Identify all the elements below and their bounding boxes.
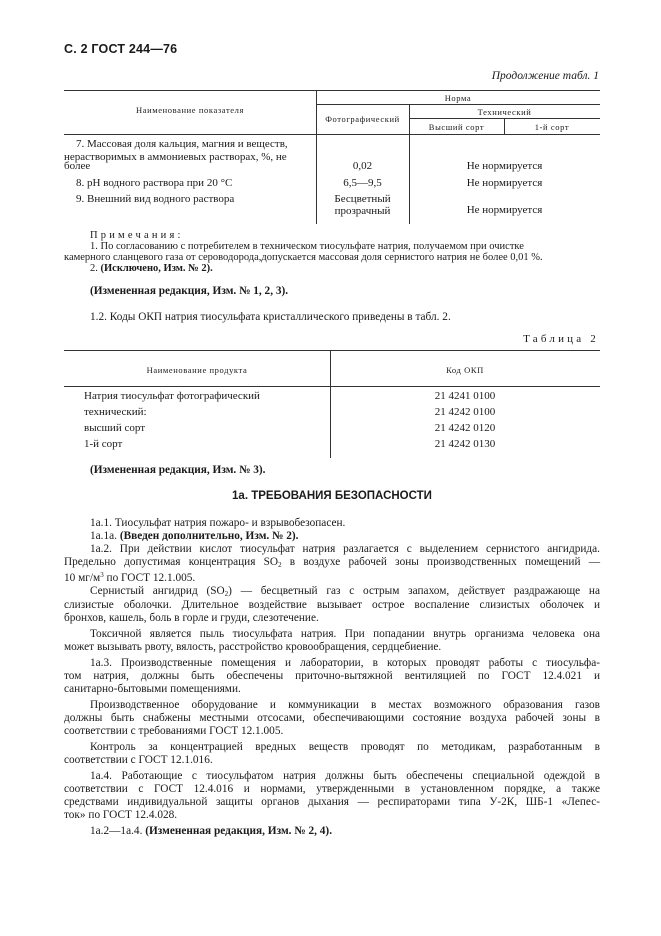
table-1-top-rule xyxy=(64,90,600,91)
text-span: по ГОСТ 12.1.005. xyxy=(103,572,196,584)
table-2-col-code: Код ОКП xyxy=(446,365,484,375)
paragraph-edit: (Введен дополнительно, Изм. № 2). xyxy=(119,530,299,542)
paragraph-line: том натрия, должны быть обеспечены приточно-вытяжной вентиляцией по ГОСТ 12.4.021 и xyxy=(64,670,600,682)
row-tech-value: Не нормируется xyxy=(466,204,543,216)
text-span: в воздухе рабочей зоны производственных помещений — xyxy=(281,556,600,568)
paragraph-line: 1а.3. Производственные помещения и лаборатории, в которых проводят работы с тиосульфа- xyxy=(90,657,600,669)
product-code: 21 4242 0120 xyxy=(434,422,496,434)
paragraph-edit-final xyxy=(90,825,332,837)
paragraph-line: средствами индивидуальной защиты органов дыхания — респираторами типа У-2К, ШБ-1 «Лепес- xyxy=(64,796,600,808)
product-code: 21 4241 0100 xyxy=(434,390,496,402)
paragraph-line: 1а.2. При действии кислот тиосульфат натрия разлагается с выделением сернистого ангидрида. xyxy=(90,543,600,555)
paragraph-line: санитарно-бытовыми помещениями. xyxy=(64,683,241,695)
text-span: ) — бесцветный газ с острым запахом, действует раздражающе на xyxy=(228,585,600,597)
note-2-number: 2. xyxy=(90,263,98,274)
page-header: С. 2 ГОСТ 244—76 xyxy=(64,42,178,56)
paragraph-line: должны быть снабжены местными отсосами, обеспечивающими состояние воздуха рабочей зоны в xyxy=(64,712,600,724)
row-tech-value: Не нормируется xyxy=(466,177,543,189)
row-tech-value: Не нормируется xyxy=(466,160,543,172)
paragraph-1a-1: 1а.1. Тиосульфат натрия пожаро- и взрывобезопасен. xyxy=(90,517,346,529)
paragraph-line: может вызывать рвоту, вялость, расстройство кровообращения, сердцебиение. xyxy=(64,641,442,653)
table-2-header-rule xyxy=(64,386,600,387)
table-1-hrule xyxy=(316,104,600,105)
product-name: 1-й сорт xyxy=(84,438,123,450)
subscript: 2 xyxy=(278,561,282,569)
note-2-text: (Исключено, Изм. № 2). xyxy=(100,263,213,274)
table-2-top-rule xyxy=(64,350,600,351)
product-name: Натрия тиосульфат фотографический xyxy=(84,390,260,402)
table-1-col-photo: Фотографический xyxy=(325,114,400,124)
paragraph-line: Токсичной является пыль тиосульфата натрия. При попадании внутрь организма человека она xyxy=(90,628,600,640)
row-photo-value: 6,5—9,5 xyxy=(343,177,382,189)
note-2 xyxy=(90,263,213,276)
table-1-col-tech: Технический xyxy=(477,107,532,117)
paragraph-1a-1a xyxy=(90,530,298,542)
product-name: высший сорт xyxy=(84,422,146,434)
paragraph-line xyxy=(64,569,600,585)
notes-title: Примечания: xyxy=(90,230,184,241)
paragraph-line: бронхов, кашель, боль в горле и груди, слезотечение. xyxy=(64,612,319,624)
paragraph-line: 1а.4. Работающие с тиосульфатом натрия должны быть обеспечены специальной одеждой в xyxy=(90,770,600,782)
product-name: технический: xyxy=(84,406,147,418)
text-span: Сернистый ангидрид (SO xyxy=(90,585,225,597)
text-span: 10 мг/м xyxy=(64,572,101,584)
table-2-col-product: Наименование продукта xyxy=(146,365,248,375)
paragraph-line: соответствии с требованиями ГОСТ 12.1.005. xyxy=(64,725,284,737)
paragraph-number: 1а.1а. xyxy=(90,530,117,542)
paragraph-line: соответствии с ГОСТ 12.1.016. xyxy=(64,754,213,766)
row-name-line: нерастворимых в аммониевых растворах, %, не xyxy=(64,151,287,163)
row-name-line: 7. Массовая доля кальция, магния и веществ, xyxy=(76,138,288,150)
table-1-col-name: Наименование показателя xyxy=(135,105,244,115)
note-1-line: 1. По согласованию с потребителем в техническом тиосульфате натрия, получаемом при очистке xyxy=(90,241,524,252)
product-code: 21 4242 0100 xyxy=(434,406,496,418)
table-1-col-norma: Норма xyxy=(444,93,472,103)
row-photo-value: прозрачный xyxy=(334,205,391,217)
row-name-line: 8. pH водного раствора при 20 °С xyxy=(76,177,233,189)
product-code: 21 4242 0130 xyxy=(434,438,496,450)
paragraph-number: 1а.2—1а.4. xyxy=(90,825,143,837)
section-title: 1а. ТРЕБОВАНИЯ БЕЗОПАСНОСТИ xyxy=(232,490,432,502)
table-1-col-top: Высший сорт xyxy=(428,122,485,132)
table-2-label: Таблица 2 xyxy=(523,333,599,345)
text-span: Предельно допустимая концентрация SO xyxy=(64,556,279,568)
note-1-line: камерного сланцевого газа от сероводорода,допускается массовая доля сернистого натрия не более 0,01 %. xyxy=(64,252,543,263)
paragraph-line: ток» по ГОСТ 12.4.028. xyxy=(64,809,178,821)
table-1-header-rule xyxy=(64,134,600,135)
paragraph-line: Производственное оборудование и коммуникации в местах возможного образования газов xyxy=(90,699,600,711)
edit-note: (Измененная редакция, Изм. № 3). xyxy=(90,464,266,476)
row-name-line: более xyxy=(64,160,91,172)
row-photo-value: Бесцветный xyxy=(334,193,391,205)
paragraph-line: слизистые оболочки. Длительное воздействие вызывает острое воспаление слизистых оболочек и xyxy=(64,599,600,611)
row-photo-value: 0,02 xyxy=(352,160,373,172)
paragraph-line: Контроль за концентрацией вредных веществ проводят по методикам, разработанным в xyxy=(90,741,600,753)
edit-note: (Измененная редакция, Изм. № 1, 2, 3). xyxy=(90,285,289,297)
superscript: 3 xyxy=(100,571,104,579)
table-1-col-first: 1-й сорт xyxy=(534,122,570,132)
paragraph-edit: (Измененная редакция, Изм. № 2, 4). xyxy=(145,825,333,837)
paragraph-1-2: 1.2. Коды ОКП натрия тиосульфата кристаллического приведены в табл. 2. xyxy=(90,311,451,323)
subscript: 2 xyxy=(224,590,229,598)
row-name-line: 9. Внешний вид водного раствора xyxy=(76,193,235,205)
paragraph-line: соответствии с ГОСТ 12.4.016 и нормами, утвержденными в установленном порядке, а также xyxy=(64,783,600,795)
table-continuation-label: Продолжение табл. 1 xyxy=(491,70,599,82)
